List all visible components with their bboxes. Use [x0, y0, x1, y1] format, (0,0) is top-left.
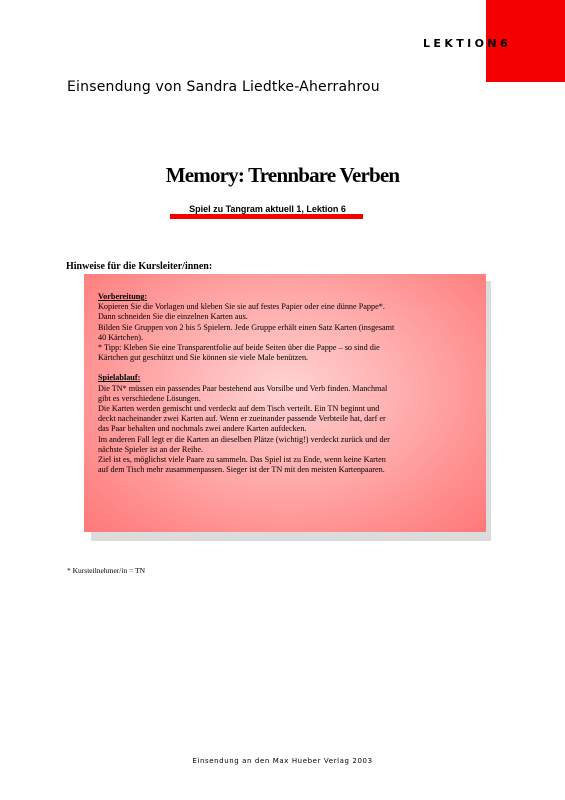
gameplay-line: das Paar behalten und nochmals zwei andere Karten aufdecken.	[98, 424, 307, 434]
submitter-line: Einsendung von Sandra Liedtke-Aherrahrou	[67, 79, 380, 95]
gameplay-line: Ziel ist es, möglichst viele Paare zu sammeln. Das Spiel ist zu Ende, wenn keine Karten	[98, 455, 386, 465]
lesson-label: LEKTION6	[423, 37, 512, 50]
preparation-line: Kopieren Sie die Vorlagen und kleben Sie sie auf festes Papier oder eine dünne Pappe*.	[98, 302, 385, 312]
gameplay-line: deckt nacheinander zwei Karten auf. Wenn er zueinander passende Verbteile hat, darf er	[98, 414, 386, 424]
info-box-text	[98, 292, 480, 475]
footnote: * Kursteilnehmer/in = TN	[67, 566, 146, 575]
gameplay-line: Die TN* müssen ein passendes Paar bestehend aus Vorsilbe und Verb finden. Manchmal	[98, 383, 388, 393]
gameplay-heading: Spielablauf:	[98, 373, 141, 383]
preparation-line: 40 Kärtchen).	[98, 332, 144, 342]
preparation-line: Bilden Sie Gruppen von 2 bis 5 Spielern. Jede Gruppe erhält einen Satz Karten (insgesamt	[98, 322, 395, 332]
preparation-line: Kärtchen gut geschützt und Sie können sie viele Male benützen.	[98, 353, 309, 363]
preparation-line: Dann schneiden Sie die einzelnen Karten aus.	[98, 312, 248, 322]
gameplay-line: auf dem Tisch mehr zusammenpassen. Sieger ist der TN mit den meisten Kartenpaaren.	[98, 465, 385, 475]
paragraph-gap	[98, 363, 480, 373]
preparation-line: * Tipp: Kleben Sie eine Transparentfolie auf beide Seiten über die Pappe – so sind die	[98, 343, 380, 353]
page-subtitle: Spiel zu Tangram aktuell 1, Lektion 6	[189, 204, 346, 214]
gameplay-line: Im anderen Fall legt er die Karten an dieselben Plätze (wichtig!) verdeckt zurück und der	[98, 434, 390, 444]
section-heading: Hinweise für die Kursleiter/innen:	[66, 261, 213, 272]
preparation-heading: Vorbereitung:	[98, 292, 148, 301]
subtitle-underline	[170, 214, 363, 219]
page-title: Memory: Trennbare Verben	[165, 163, 400, 187]
page-footer: Einsendung an den Max Hueber Verlag 2003	[192, 757, 373, 765]
gameplay-line: nächste Spieler ist an der Reihe.	[98, 444, 204, 454]
gameplay-line: gibt es verschiedene Lösungen.	[98, 393, 201, 403]
gameplay-line: Die Karten werden gemischt und verdeckt auf dem Tisch verteilt. Ein TN beginnt und	[98, 404, 380, 414]
